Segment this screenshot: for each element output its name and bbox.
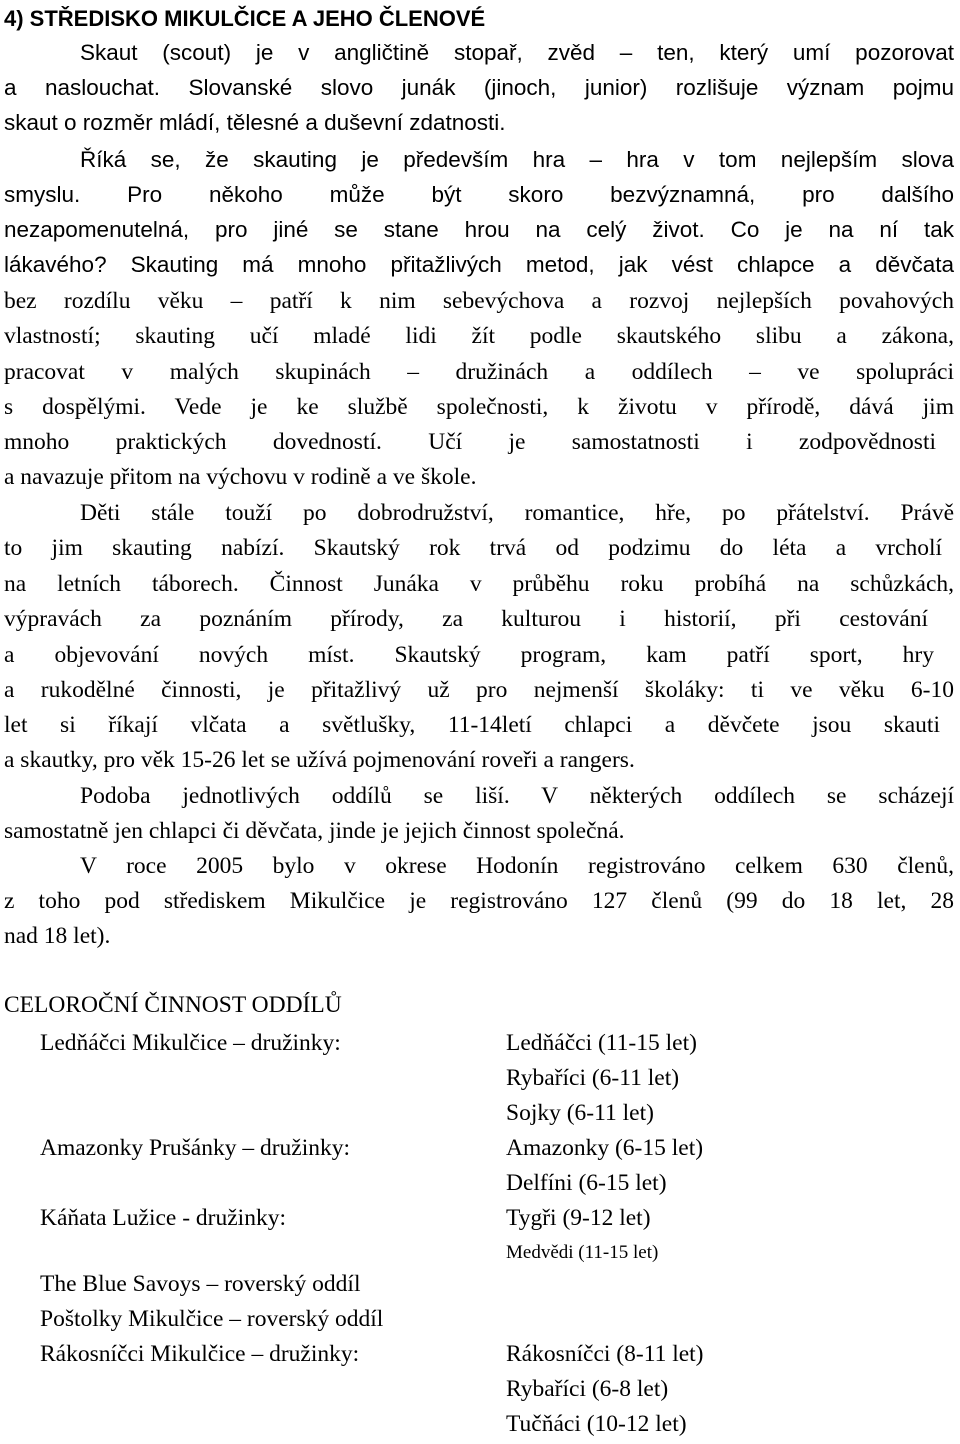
text-line: mnoho praktických dovedností. Učí je samostatnosti i zodpovědnosti [4, 429, 936, 455]
text-line: Skaut (scout) je v angličtině stopař, zvěd – ten, který umí pozorovat [80, 40, 954, 65]
patrol-name: Tygři (9-12 let) [506, 1205, 651, 1231]
patrol-name: Delfíni (6-15 let) [506, 1170, 667, 1196]
text-line: to jim skauting nabízí. Skautský rok trvá od podzimu do léta a vrcholí [4, 535, 942, 561]
unit-row [40, 1061, 960, 1096]
text-line: Podoba jednotlivých oddílů se liší. V některých oddílech se scházejí [80, 783, 954, 809]
patrol-name: Rybaříci (6-8 let) [506, 1376, 669, 1402]
text-line: lákavého? Skauting má mnoho přitažlivých metod, jak vést chlapce a děvčata [4, 252, 954, 277]
patrol-name: Tučňáci (10-12 let) [506, 1411, 687, 1437]
unit-row [40, 1026, 960, 1061]
text-line: smyslu. Pro někoho může být skoro bezvýznamná, pro dalšího [4, 182, 954, 207]
unit-name: Ledňáčci Mikulčice – družinky: [40, 1030, 341, 1056]
text-line: a naslouchat. Slovanské slovo junák (jinoch, junior) rozlišuje význam pojmu [4, 75, 954, 100]
section-title: CELOROČNÍ ČINNOST ODDÍLŮ [4, 992, 342, 1018]
text-line: skaut o rozměr mládí, tělesné a duševní zdatnosti. [4, 110, 506, 135]
unit-name: Rákosníčci Mikulčice – družinky: [40, 1341, 360, 1367]
unit-row [40, 1131, 960, 1166]
text-line: pracovat v malých skupinách – družinách a oddílech – ve spolupráci [4, 359, 954, 385]
unit-row [40, 1407, 960, 1442]
text-line: V roce 2005 bylo v okrese Hodonín registrováno celkem 630 členů, [80, 853, 954, 879]
section-heading: 4) STŘEDISKO MIKULČICE A JEHO ČLENOVÉ [4, 6, 486, 31]
unit-row [40, 1372, 960, 1407]
unit-name: The Blue Savoys – roverský oddíl [40, 1271, 361, 1297]
text-line: a skautky, pro věk 15-26 let se užívá pojmenování roveři a rangers. [4, 747, 635, 773]
patrol-name: Medvědi (11-15 let) [506, 1242, 659, 1263]
unit-name: Amazonky Prušánky – družinky: [40, 1135, 351, 1161]
text-line: s dospělými. Vede je ke službě společnosti, k životu v přírodě, dává jim [4, 394, 954, 420]
text-line: nezapomenutelná, pro jiné se stane hrou na celý život. Co je na ní tak [4, 217, 954, 242]
text-line: bez rozdílu věku – patří k nim sebevýchova a rozvoj nejlepších povahových [4, 288, 954, 314]
text-line: vlastností; skauting učí mladé lidi žít podle skautského slibu a zákona, [4, 323, 954, 349]
text-line: výpravách za poznáním přírody, za kulturou i historií, při cestování [4, 606, 928, 632]
unit-row [40, 1166, 960, 1201]
text-line: Děti stále touží po dobrodružství, romantice, hře, po přátelství. Právě [80, 500, 954, 526]
text-line: Říká se, že skauting je především hra – hra v tom nejlepším slova [80, 147, 954, 172]
patrol-name: Ledňáčci (11-15 let) [506, 1030, 697, 1056]
patrol-name: Rybaříci (6-11 let) [506, 1065, 680, 1091]
patrol-name: Amazonky (6-15 let) [506, 1135, 704, 1161]
unit-row [40, 1267, 960, 1302]
unit-row [40, 1096, 960, 1131]
text-line: na letních táborech. Činnost Junáka v průběhu roku probíhá na schůzkách, [4, 571, 954, 597]
unit-row [40, 1337, 960, 1372]
unit-row [40, 1235, 960, 1270]
patrol-name: Rákosníčci (8-11 let) [506, 1341, 704, 1367]
text-line: a objevování nových míst. Skautský program, kam patří sport, hry [4, 642, 934, 668]
text-line: z toho pod střediskem Mikulčice je registrováno 127 členů (99 do 18 let, 28 [4, 888, 954, 914]
text-line: a navazuje přitom na výchovu v rodině a ve škole. [4, 464, 477, 490]
text-line: a rukodělné činnosti, je přitažlivý už pro nejmenší školáky: ti ve věku 6-10 [4, 677, 954, 703]
unit-name: Káňata Lužice - družinky: [40, 1205, 286, 1231]
text-line: let si říkají vlčata a světlušky, 11-14letí chlapci a děvčete jsou skauti [4, 712, 940, 738]
text-line: samostatně jen chlapci či děvčata, jinde je jejich činnost společná. [4, 818, 625, 844]
text-line: nad 18 let). [4, 923, 111, 949]
unit-row [40, 1201, 960, 1236]
patrol-name: Sojky (6-11 let) [506, 1100, 654, 1126]
unit-row [40, 1302, 960, 1337]
unit-name: Poštolky Mikulčice – roverský oddíl [40, 1306, 384, 1332]
